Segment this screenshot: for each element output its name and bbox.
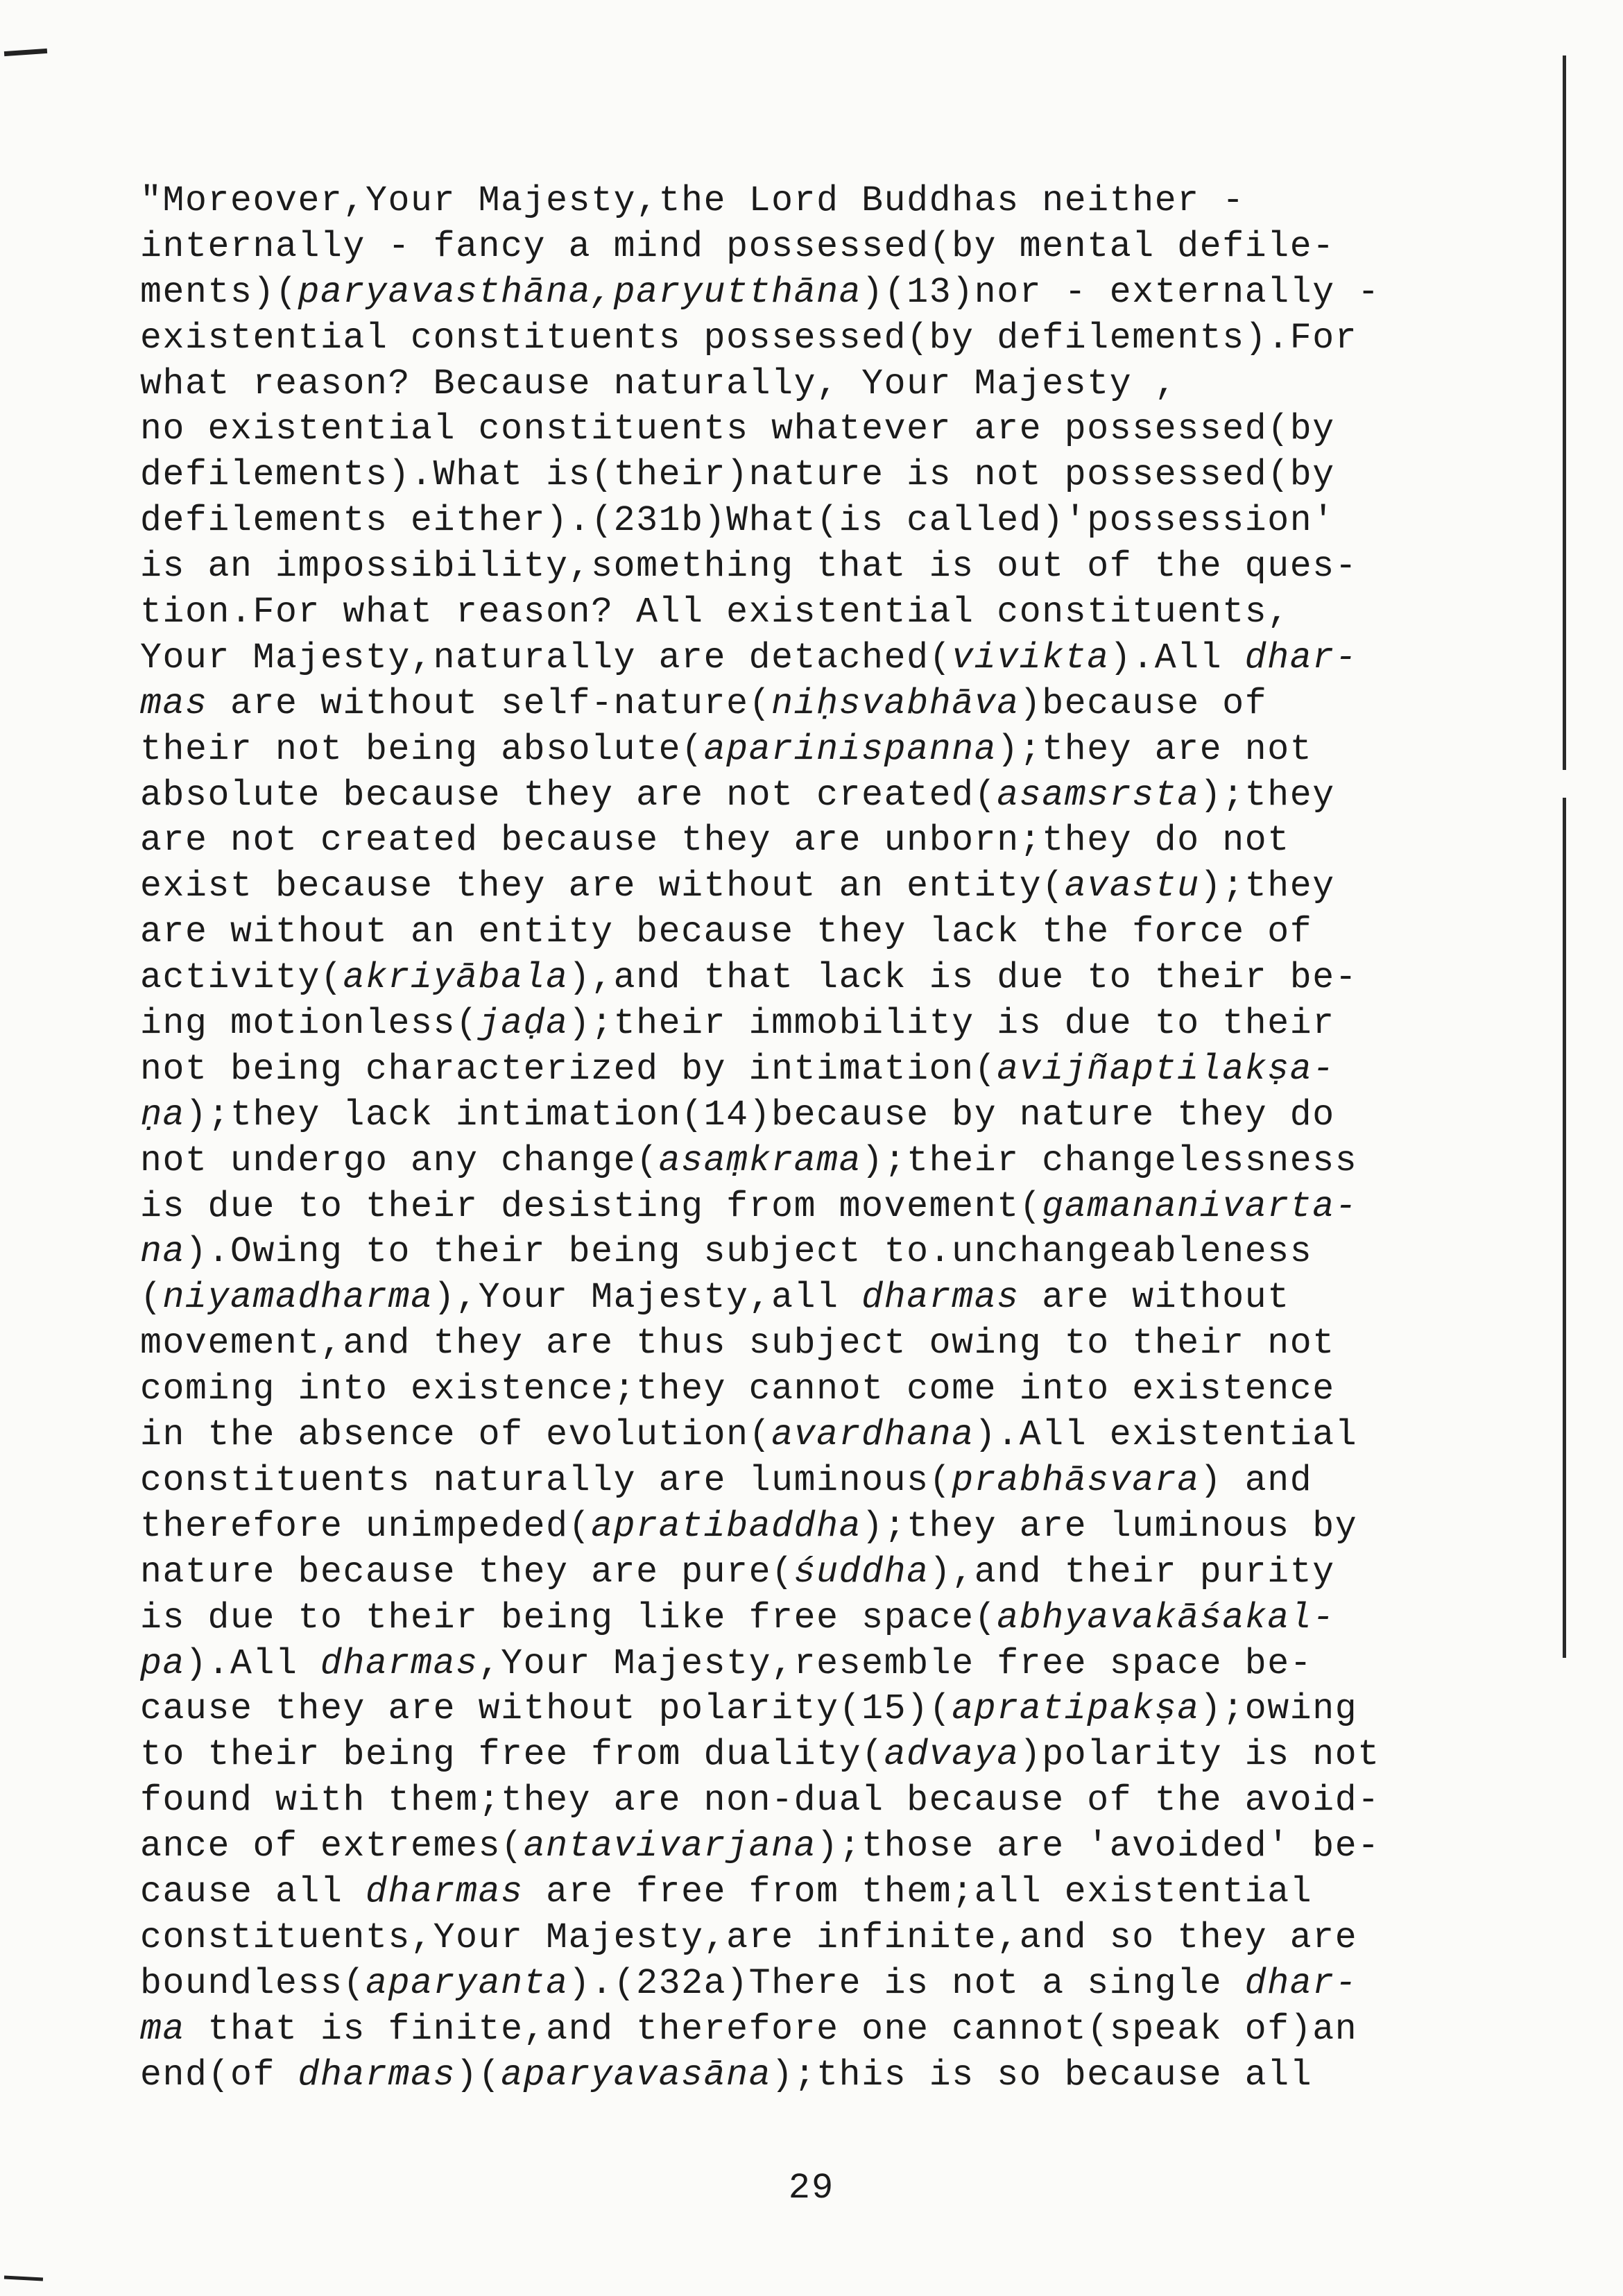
text-run: activity( bbox=[140, 958, 343, 999]
text-run: )polarity is not bbox=[1019, 1735, 1380, 1776]
italic-term: niḥsvabhāva bbox=[771, 683, 1020, 724]
italic-term: abhyavakāśakal- bbox=[997, 1597, 1335, 1638]
text-line bbox=[140, 1047, 1416, 1093]
text-run: are without bbox=[1019, 1278, 1290, 1319]
italic-term: apratipakṣa bbox=[952, 1689, 1200, 1730]
italic-term: paryavasthāna,paryutthāna bbox=[298, 272, 862, 313]
text-line bbox=[140, 1139, 1416, 1185]
text-run: are without self-nature( bbox=[207, 683, 772, 724]
text-line bbox=[140, 1230, 1416, 1276]
text-line bbox=[140, 1185, 1416, 1231]
text-line bbox=[140, 864, 1416, 910]
scan-edge-rule-upper bbox=[1563, 55, 1566, 770]
text-line bbox=[140, 316, 1416, 362]
text-run: is due to their desisting from movement( bbox=[140, 1186, 1042, 1227]
italic-term: mas bbox=[140, 683, 208, 724]
text-run: ).All bbox=[185, 1643, 321, 1684]
text-run: what reason? Because naturally, Your Majesty , bbox=[140, 363, 1178, 404]
text-line bbox=[140, 1093, 1416, 1139]
text-run: );they are not bbox=[997, 729, 1313, 770]
text-run: existential constituents possessed(by defilements).For bbox=[140, 318, 1358, 359]
italic-term: dharmas bbox=[861, 1278, 1020, 1319]
text-run: ( bbox=[140, 1278, 163, 1319]
text-run: constituents,Your Majesty,are infinite,and so they are bbox=[140, 1917, 1358, 1958]
text-run: are not created because they are unborn;they do not bbox=[140, 821, 1290, 862]
text-line bbox=[140, 179, 1416, 225]
text-line bbox=[140, 682, 1416, 728]
text-run: exist because they are without an entity( bbox=[140, 866, 1065, 907]
text-line bbox=[140, 1824, 1416, 1870]
text-run: not being characterized by intimation( bbox=[140, 1049, 997, 1090]
italic-term: advaya bbox=[884, 1735, 1020, 1776]
text-line bbox=[140, 1870, 1416, 1916]
text-line bbox=[140, 1962, 1416, 2007]
text-line bbox=[140, 1367, 1416, 1413]
text-line bbox=[140, 956, 1416, 1002]
text-line bbox=[140, 225, 1416, 271]
italic-term: avardhana bbox=[771, 1415, 974, 1456]
text-line bbox=[140, 1733, 1416, 1779]
text-run: ),and that lack is due to their be- bbox=[568, 958, 1358, 999]
text-run: constituents naturally are luminous( bbox=[140, 1460, 952, 1501]
text-line bbox=[140, 2007, 1416, 2053]
text-line bbox=[140, 1916, 1416, 1962]
text-run: in the absence of evolution( bbox=[140, 1415, 772, 1456]
text-run: ing motionless( bbox=[140, 1004, 479, 1045]
text-line bbox=[140, 1505, 1416, 1550]
text-line bbox=[140, 1321, 1416, 1367]
text-line bbox=[140, 362, 1416, 408]
text-run: no existential constituents whatever are possessed(by bbox=[140, 409, 1335, 450]
text-run: tion.For what reason? All existential constituents, bbox=[140, 592, 1290, 633]
text-line bbox=[140, 1459, 1416, 1505]
text-line bbox=[140, 271, 1416, 316]
text-line bbox=[140, 819, 1416, 864]
text-line bbox=[140, 1002, 1416, 1047]
text-run: cause all bbox=[140, 1871, 366, 1912]
italic-term: aparinispanna bbox=[703, 729, 997, 770]
italic-term: prabhāsvara bbox=[952, 1460, 1200, 1501]
text-run: );their changelessness bbox=[861, 1140, 1358, 1181]
text-run: defilements).What is(their)nature is not possessed(by bbox=[140, 455, 1335, 496]
italic-term: niyamadharma bbox=[162, 1278, 433, 1319]
text-line bbox=[140, 590, 1416, 636]
text-line bbox=[140, 545, 1416, 590]
text-line bbox=[140, 728, 1416, 773]
italic-term: ṇa bbox=[140, 1095, 186, 1136]
text-line bbox=[140, 1687, 1416, 1733]
text-run: not undergo any change( bbox=[140, 1140, 659, 1181]
text-run: ).All bbox=[1109, 637, 1245, 678]
text-run: );owing bbox=[1199, 1689, 1358, 1730]
text-line bbox=[140, 1779, 1416, 1824]
text-run: are without an entity because they lack the force of bbox=[140, 912, 1313, 953]
text-run: movement,and they are thus subject owing to their not bbox=[140, 1323, 1335, 1364]
text-run: therefore unimpeded( bbox=[140, 1506, 592, 1547]
italic-term: pa bbox=[140, 1643, 186, 1684]
text-line bbox=[140, 407, 1416, 453]
italic-term: dhar- bbox=[1244, 1963, 1358, 2004]
text-run: are free from them;all existential bbox=[523, 1871, 1313, 1912]
text-run: cause they are without polarity(15)( bbox=[140, 1689, 952, 1730]
text-run: ance of extremes( bbox=[140, 1826, 524, 1867]
text-line bbox=[140, 1413, 1416, 1459]
text-line bbox=[140, 1276, 1416, 1321]
text-run: )( bbox=[456, 2055, 501, 2096]
italic-term: na bbox=[140, 1232, 186, 1273]
scan-edge-rule-lower bbox=[1563, 798, 1566, 1658]
text-run: )because of bbox=[1019, 683, 1268, 724]
text-run: );they bbox=[1199, 866, 1335, 907]
text-run: ).(232a)There is not a single bbox=[568, 1963, 1245, 2004]
text-run: ),and their purity bbox=[929, 1552, 1335, 1593]
text-run: to their being free from duality( bbox=[140, 1735, 884, 1776]
text-run: ).All existential bbox=[974, 1415, 1358, 1456]
page-number: 29 bbox=[788, 2168, 835, 2209]
italic-term: ma bbox=[140, 2009, 186, 2050]
italic-term: śuddha bbox=[793, 1552, 929, 1593]
italic-term: dharmas bbox=[320, 1643, 479, 1684]
text-run: their not being absolute( bbox=[140, 729, 704, 770]
text-line bbox=[140, 1642, 1416, 1688]
text-line bbox=[140, 2053, 1416, 2099]
text-run: );those are 'avoided' be- bbox=[816, 1826, 1380, 1867]
text-run: );they lack intimation(14)because by nature they do bbox=[185, 1095, 1335, 1136]
text-run: nature because they are pure( bbox=[140, 1552, 794, 1593]
italic-term: dhar- bbox=[1244, 637, 1358, 678]
italic-term: avastu bbox=[1064, 866, 1200, 907]
italic-term: vivikta bbox=[952, 637, 1110, 678]
text-run: );they bbox=[1199, 775, 1335, 816]
text-run: internally - fancy a mind possessed(by mental defile- bbox=[140, 226, 1335, 267]
text-run: found with them;they are non-dual because of the avoid- bbox=[140, 1781, 1380, 1822]
text-run: ).Owing to their being subject to.unchangeableness bbox=[185, 1232, 1313, 1273]
text-line bbox=[140, 453, 1416, 499]
text-run: );this is so because all bbox=[771, 2055, 1313, 2096]
italic-term: akriyābala bbox=[343, 958, 569, 999]
text-line bbox=[140, 499, 1416, 545]
italic-term: dharmas bbox=[298, 2055, 456, 2096]
text-run: absolute because they are not created( bbox=[140, 775, 997, 816]
text-run: boundless( bbox=[140, 1963, 366, 2004]
text-run: end(of bbox=[140, 2055, 298, 2096]
italic-term: avijñaptilakṣa- bbox=[997, 1049, 1335, 1090]
text-run: is due to their being like free space( bbox=[140, 1597, 997, 1638]
text-run: Your Majesty,naturally are detached( bbox=[140, 637, 952, 678]
text-run: )(13)nor - externally - bbox=[861, 272, 1380, 313]
italic-term: dharmas bbox=[366, 1871, 524, 1912]
italic-term: jaḍa bbox=[478, 1004, 569, 1045]
text-run: coming into existence;they cannot come into existence bbox=[140, 1369, 1335, 1410]
italic-term: apratibaddha bbox=[591, 1506, 862, 1547]
text-run: is an impossibility,something that is out of the ques- bbox=[140, 547, 1358, 588]
text-run: );they are luminous by bbox=[861, 1506, 1358, 1547]
text-run: that is finite,and therefore one cannot(speak of)an bbox=[185, 2009, 1358, 2050]
scan-mark-top-left bbox=[4, 49, 47, 56]
italic-term: gamananivarta- bbox=[1042, 1186, 1358, 1227]
text-line bbox=[140, 773, 1416, 819]
text-run: );their immobility is due to their bbox=[568, 1004, 1335, 1045]
text-line bbox=[140, 636, 1416, 682]
body-text bbox=[140, 179, 1416, 2098]
scan-mark-bottom-left bbox=[4, 2276, 43, 2281]
italic-term: aparyavasāna bbox=[501, 2055, 772, 2096]
italic-term: aparyanta bbox=[366, 1963, 569, 2004]
text-run: defilements either).(231b)What(is called)'possession' bbox=[140, 501, 1335, 542]
text-line bbox=[140, 1596, 1416, 1642]
text-run: ,Your Majesty,resemble free space be- bbox=[478, 1643, 1313, 1684]
text-line bbox=[140, 1550, 1416, 1596]
italic-term: asaṃkrama bbox=[658, 1140, 862, 1181]
text-line bbox=[140, 910, 1416, 956]
text-run: ments)( bbox=[140, 272, 298, 313]
text-run: ) and bbox=[1199, 1460, 1313, 1501]
italic-term: antavivarjana bbox=[523, 1826, 817, 1867]
text-run: "Moreover,Your Majesty,the Lord Buddhas neither - bbox=[140, 181, 1245, 221]
text-run: ),Your Majesty,all bbox=[433, 1278, 862, 1319]
italic-term: asamsrsta bbox=[997, 775, 1200, 816]
